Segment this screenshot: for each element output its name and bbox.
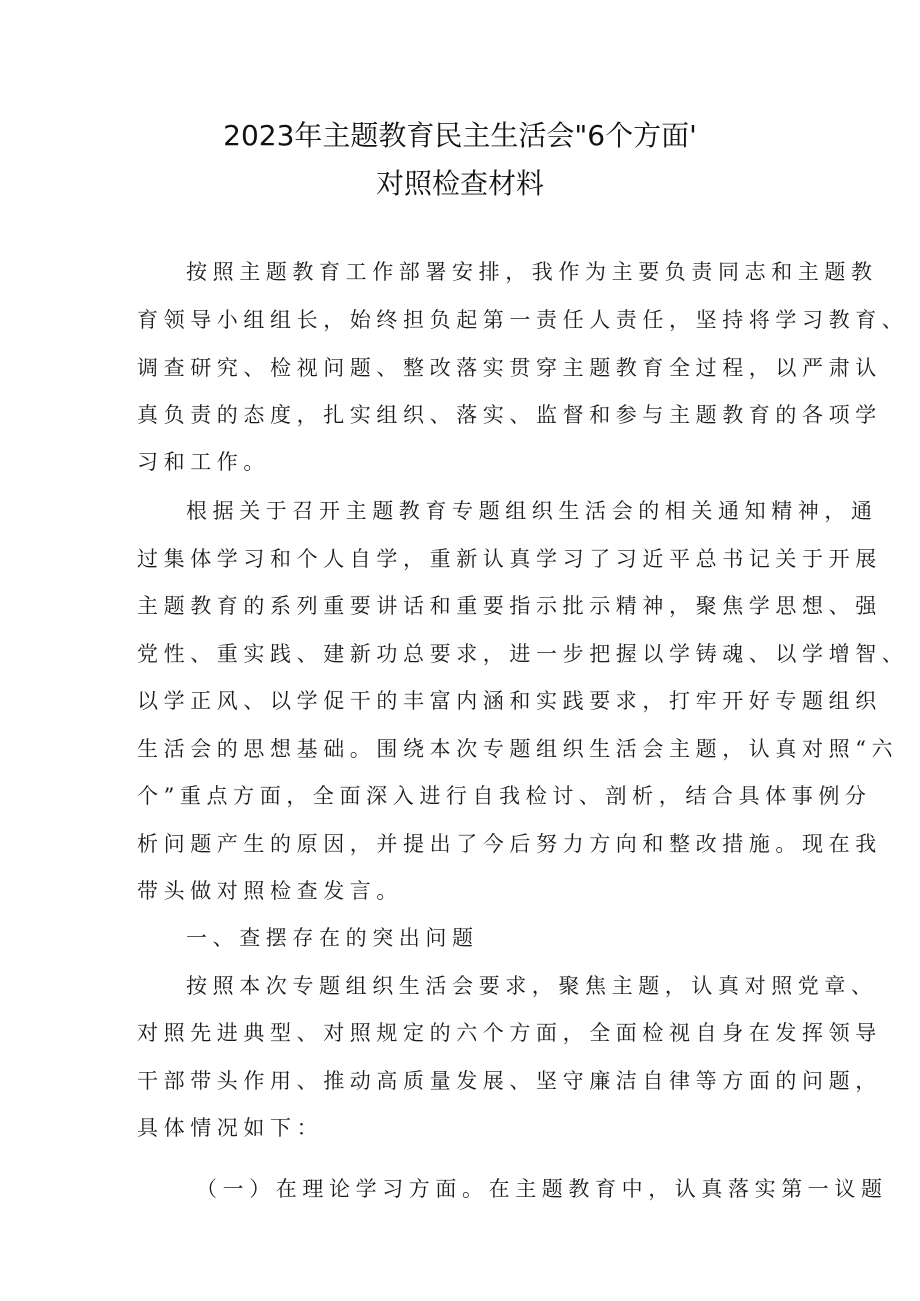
- document-title-line-2: 对照检查材料: [375, 167, 544, 200]
- paragraph-2-line-6: 生活会的思想基础。围绕本次专题组织生活会主题，认真对照“六: [137, 737, 899, 761]
- paragraph-2-line-4: 党性、重实践、建新功总要求，进一步把握以学铸魂、以学增智、: [137, 642, 909, 666]
- paragraph-1-line-1: 按照主题教育工作部署安排，我作为主要负责同志和主题教: [186, 260, 878, 284]
- paragraph-2-line-7: 个”重点方面，全面深入进行自我检讨、剖析，结合具体事例分: [137, 784, 872, 808]
- section-heading-1: 一、查摆存在的突出问题: [186, 926, 479, 950]
- paragraph-1-line-4: 真负责的态度，扎实组织、落实、监督和参与主题教育的各项学: [137, 403, 882, 427]
- document-title-line-1: 2023年主题教育民主生活会"6个方面': [223, 119, 697, 152]
- paragraph-2-line-3: 主题教育的系列重要讲话和重要指示批示精神，聚焦学思想、强: [137, 594, 882, 618]
- paragraph-2-line-8: 析问题产生的原因，并提出了今后努力方向和整改措施。现在我: [137, 832, 882, 856]
- paragraph-2-line-1: 根据关于召开主题教育专题组织生活会的相关通知精神，通: [186, 499, 878, 523]
- paragraph-3-line-3: 干部带头作用、推动高质量发展、坚守廉洁自律等方面的问题，: [137, 1069, 882, 1093]
- paragraph-1-line-3: 调查研究、检视问题、整改落实贯穿主题教育全过程，以严肃认: [137, 356, 882, 380]
- paragraph-3-line-1: 按照本次专题组织生活会要求，聚焦主题，认真对照党章、: [186, 974, 878, 998]
- paragraph-2-line-2: 过集体学习和个人自学，重新认真学习了习近平总书记关于开展: [137, 547, 882, 571]
- paragraph-2-line-5: 以学正风、以学促干的丰富内涵和实践要求，打牢开好专题组织: [137, 689, 882, 713]
- paragraph-4-line-1: （一）在理论学习方面。在主题教育中，认真落实第一议题: [196, 1177, 888, 1201]
- paragraph-3-line-4: 具体情况如下：: [137, 1116, 324, 1140]
- paragraph-3-line-2: 对照先进典型、对照规定的六个方面，全面检视自身在发挥领导: [137, 1021, 882, 1045]
- paragraph-2-line-9: 带头做对照检查发言。: [137, 879, 403, 903]
- paragraph-1-line-5: 习和工作。: [137, 450, 270, 474]
- paragraph-1-line-2: 育领导小组组长，始终担负起第一责任人责任，坚持将学习教育、: [137, 308, 909, 332]
